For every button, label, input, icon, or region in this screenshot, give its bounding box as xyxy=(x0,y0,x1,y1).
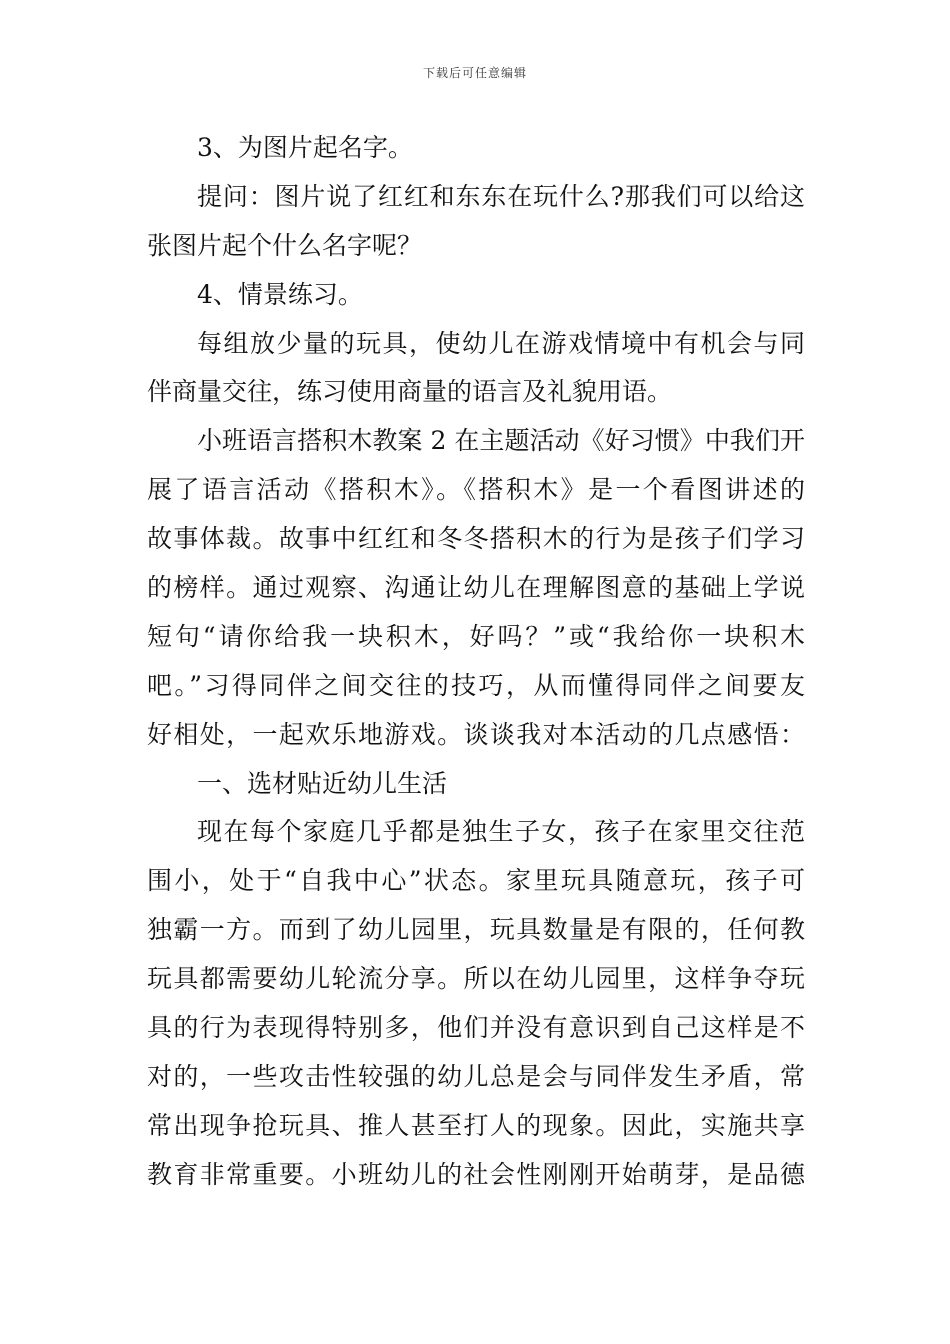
text-line: 常出现争抢玩具、推人甚至打人的现象。因此，实施共享 xyxy=(147,1110,805,1140)
text-line: 围小，处于“自我中心”状态。家里玩具随意玩，孩子可 xyxy=(147,866,805,896)
text-line: 独霸一方。而到了幼儿园里，玩具数量是有限的，任何教 xyxy=(147,915,805,945)
text-line: 小班语言搭积木教案 2 在主题活动《好习惯》中我们开 xyxy=(197,426,805,456)
page-header-note: 下载后可任意编辑 xyxy=(422,66,527,80)
text-line: 每组放少量的玩具，使幼儿在游戏情境中有机会与同 xyxy=(197,328,805,358)
text-line: 教育非常重要。小班幼儿的社会性刚刚开始萌芽，是品德 xyxy=(147,1159,805,1189)
document-body xyxy=(147,124,805,1200)
text-line: 玩具都需要幼儿轮流分享。所以在幼儿园里，这样争夺玩 xyxy=(147,964,805,994)
text-line: 4、情景练习。 xyxy=(197,279,363,309)
text-line: 3、为图片起名字。 xyxy=(197,133,413,162)
text-line: 吧。”习得同伴之间交往的技巧，从而懂得同伴之间要友 xyxy=(147,670,805,700)
text-line: 对的，一些攻击性较强的幼儿总是会与同伴发生矛盾，常 xyxy=(147,1061,805,1091)
text-line: 现在每个家庭几乎都是独生子女，孩子在家里交往范 xyxy=(197,817,805,847)
text-line: 一、选材贴近幼儿生活 xyxy=(197,768,448,798)
text-line: 故事体裁。故事中红红和冬冬搭积木的行为是孩子们学习 xyxy=(147,524,805,554)
text-line: 的榜样。通过观察、沟通让幼儿在理解图意的基础上学说 xyxy=(147,573,805,603)
text-line: 具的行为表现得特别多，他们并没有意识到自己这样是不 xyxy=(147,1013,805,1043)
text-line: 好相处，一起欢乐地游戏。谈谈我对本活动的几点感悟： xyxy=(147,719,805,749)
text-line: 短句“请你给我一块积木，好吗？”或“我给你一块积木 xyxy=(147,621,805,651)
text-line: 伴商量交往，练习使用商量的语言及礼貌用语。 xyxy=(147,377,673,407)
text-line: 展了语言活动《搭积木》。《搭积木》是一个看图讲述的 xyxy=(147,475,805,505)
text-line: 提问：图片说了红红和东东在玩什么?那我们可以给这 xyxy=(197,181,805,211)
text-line: 张图片起个什么名字呢？ xyxy=(147,230,423,260)
